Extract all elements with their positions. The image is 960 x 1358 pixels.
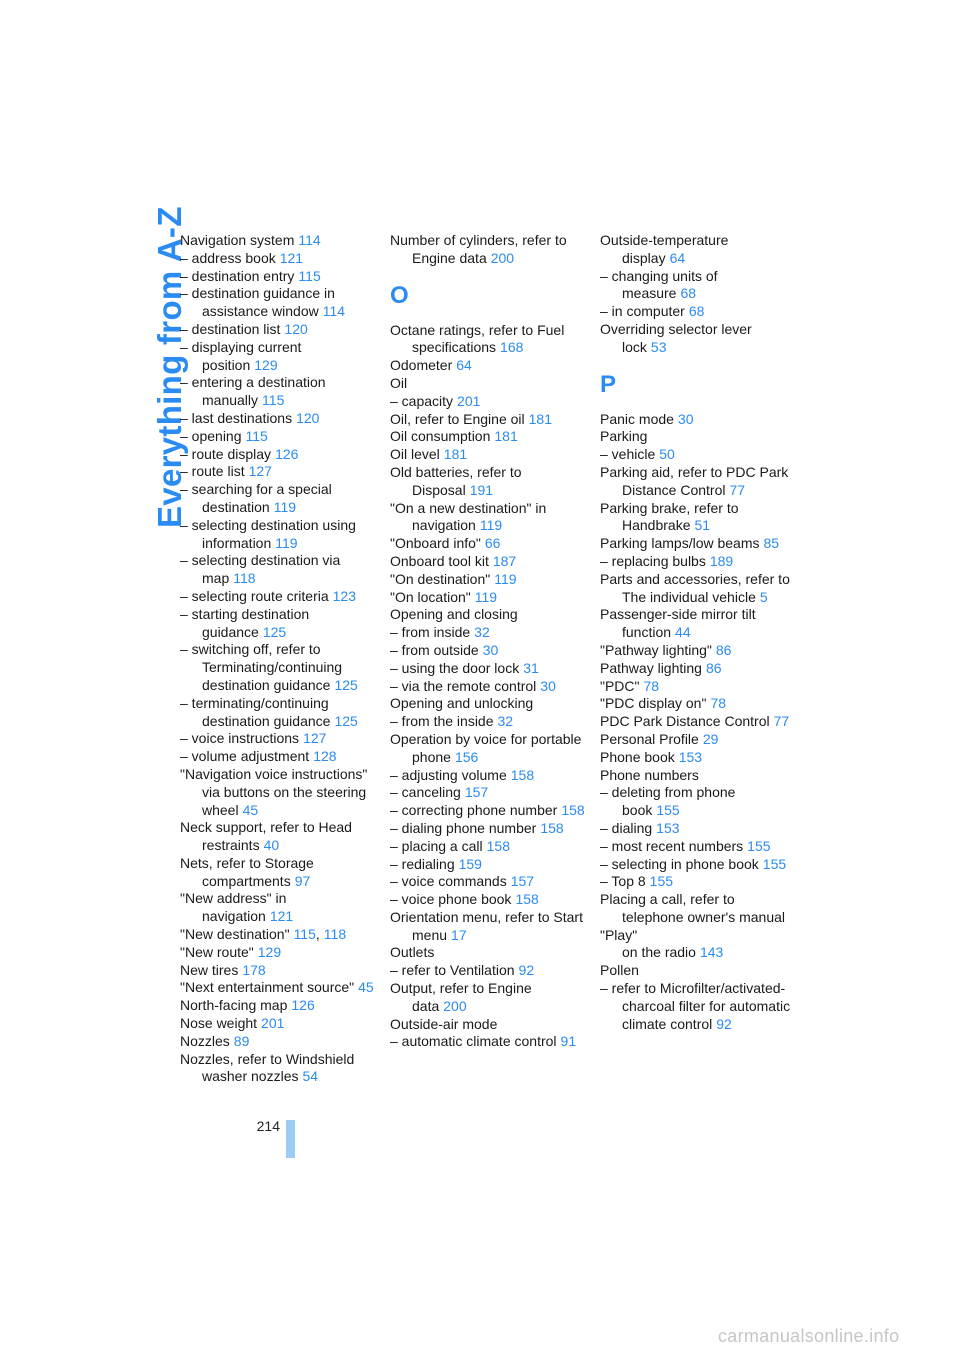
page-link[interactable]: 64: [456, 357, 472, 374]
page-link[interactable]: 129: [257, 943, 282, 960]
index-entry: [180, 552, 375, 588]
index-entry: [390, 660, 585, 678]
index-entry: [600, 464, 795, 500]
index-entry: [600, 500, 795, 536]
index-entry: [180, 588, 375, 606]
page-link[interactable]: 92: [716, 1015, 732, 1032]
index-entry-text: "Navigation voice instructions" via buttons on the steering wheel: [180, 765, 368, 818]
index-entry: [600, 232, 795, 268]
index-entry: [390, 393, 585, 411]
index-entry: [390, 1016, 585, 1034]
index-entry-text: – destination entry: [180, 267, 295, 284]
index-entry-text: Parking lamps/low beams: [600, 535, 760, 552]
page-link[interactable]: 114: [322, 303, 346, 320]
index-entry-text: Output, refer to Engine data: [390, 980, 532, 1014]
index-entry-text: – selecting in phone book: [600, 855, 759, 872]
index-entry-text: Nets, refer to Storage compartments: [180, 854, 314, 889]
watermark: carmanualsonline.info: [718, 1326, 900, 1346]
index-entry-text: – redialing: [390, 855, 455, 872]
section-side-title: [110, 206, 188, 528]
index-entry: [600, 678, 795, 696]
index-entry-text: – automatic climate control: [390, 1033, 557, 1050]
page-link[interactable]: 78: [643, 677, 660, 694]
page-link[interactable]: 120: [296, 409, 320, 426]
index-entry-text: – from outside: [390, 641, 479, 658]
page-link[interactable]: 121: [279, 249, 304, 266]
page-link[interactable]: 181: [494, 428, 518, 445]
index-entry: [600, 873, 795, 891]
index-entry: [600, 642, 795, 660]
index-entry-text: Neck support, refer to Head restraints: [180, 819, 352, 854]
index-column-3: [600, 232, 795, 1033]
index-entry-text: – using the door lock: [390, 659, 520, 676]
index-entry: [390, 606, 585, 624]
page-link[interactable]: 157: [510, 873, 535, 890]
page-link[interactable]: 119: [479, 517, 503, 534]
index-entry: [600, 535, 795, 553]
page-link[interactable]: 187: [492, 552, 517, 569]
page-link[interactable]: 86: [705, 659, 722, 676]
index-letter-heading: O: [390, 281, 409, 309]
page-link[interactable]: 127: [248, 463, 272, 480]
index-entry: [180, 766, 375, 819]
index-entry: [180, 446, 375, 464]
index-entry: [390, 820, 585, 838]
index-entry-text: – terminating/continuing destination guidance: [180, 694, 331, 729]
page-link[interactable]: 97: [294, 872, 311, 889]
page-link[interactable]: 118: [233, 570, 256, 587]
index-entry: [180, 428, 375, 446]
index-entry-text: – selecting destination using information: [180, 516, 356, 551]
page-link[interactable]: 189: [709, 552, 734, 569]
index-entry-text: "On destination": [390, 570, 491, 587]
page-link[interactable]: 153: [656, 819, 680, 836]
index-entry: [390, 232, 585, 268]
index-entry: [180, 374, 375, 410]
page-link[interactable]: 31: [523, 659, 539, 676]
index-entry: [390, 784, 585, 802]
index-entry-text: Parking aid, refer to PDC Park Distance Control: [600, 463, 789, 498]
index-entry: [180, 926, 375, 944]
index-entry: [180, 268, 375, 286]
index-entry-text: Overriding selector lever lock: [600, 320, 752, 355]
index-entry: [600, 891, 795, 927]
page-link[interactable]: 120: [284, 320, 308, 337]
index-entry: [390, 891, 585, 909]
index-entry: [180, 979, 375, 997]
index-entry: [180, 819, 375, 855]
index-entry-text: – selecting destination via map: [180, 552, 341, 587]
index-entry-text: – voice phone book: [390, 891, 512, 908]
index-entry-text: Navigation system: [180, 232, 295, 248]
page-number: 214: [256, 1118, 280, 1134]
index-entry: [180, 232, 375, 250]
index-entry: [390, 944, 585, 962]
index-entry: [180, 748, 375, 766]
index-entry: [390, 428, 585, 446]
index-entry-text: – refer to Microfilter/activated-charcoal filter for automatic climate control: [600, 980, 791, 1032]
page-link[interactable]: 29: [702, 730, 719, 747]
index-entry: [390, 1033, 585, 1051]
index-entry-text: – searching for a special destination: [180, 481, 332, 515]
index-entry-text: North-facing map: [180, 997, 288, 1014]
index-entry-text: "PDC": [600, 677, 640, 694]
index-entry-text: – refer to Ventilation: [390, 962, 515, 979]
index-entry: [600, 838, 795, 856]
page-link[interactable]: 200: [443, 997, 467, 1014]
index-entry: [390, 678, 585, 696]
index-entry: [390, 642, 585, 660]
index-entry: [180, 339, 375, 375]
index-entry: [390, 411, 585, 429]
index-entry: [390, 873, 585, 891]
page-link[interactable]: 200: [490, 249, 515, 266]
index-entry: [600, 784, 795, 820]
index-entry-text: "Play": [600, 926, 638, 943]
index-entry-text: – Top 8: [600, 873, 646, 890]
index-column-1: [180, 232, 375, 1086]
page-link[interactable]: 168: [500, 339, 524, 356]
index-entry-text: Phone numbers: [600, 766, 699, 783]
index-entry: [600, 962, 795, 980]
index-entry: [390, 980, 585, 1016]
page-link[interactable]: 54: [302, 1068, 319, 1085]
page-link[interactable]: 51: [694, 517, 711, 534]
index-entry: [180, 481, 375, 517]
index-entry-text: Parking: [600, 428, 648, 445]
index-entry: [600, 446, 795, 464]
page-link[interactable]: 158: [510, 766, 535, 783]
index-entry: [600, 321, 795, 357]
index-entry-text: "PDC display on": [600, 695, 707, 712]
index-entry: [600, 980, 795, 1033]
page-link[interactable]: 201: [261, 1015, 285, 1032]
index-entry: [180, 855, 375, 891]
page-link[interactable]: 125: [334, 712, 358, 729]
index-entry-text: – vehicle: [600, 446, 656, 463]
index-entry: [390, 571, 585, 589]
page-link[interactable]: 128: [313, 748, 337, 765]
page-link[interactable]: 181: [528, 410, 552, 427]
page-link[interactable]: 115: [262, 392, 285, 409]
index-entry-text: Oil, refer to Engine oil: [390, 410, 525, 427]
page-link[interactable]: 123: [332, 587, 356, 604]
index-entry-text: Placing a call, refer to telephone owner's manual: [600, 891, 786, 925]
page-link[interactable]: 32: [474, 624, 490, 641]
page-link[interactable]: 153: [678, 748, 703, 765]
index-entry: [180, 730, 375, 748]
page-link[interactable]: 126: [291, 997, 315, 1014]
index-entry: [180, 890, 375, 926]
index-entry-text: "New address" in navigation: [180, 890, 287, 925]
index-entry: [600, 731, 795, 749]
page-link[interactable]: 143: [699, 944, 724, 961]
index-entry: [600, 944, 795, 962]
index-entry: [600, 767, 795, 785]
page-link[interactable]: 115: [245, 427, 268, 444]
index-entry: [390, 553, 585, 571]
index-entry: [180, 285, 375, 321]
index-entry-text: – correcting phone number: [390, 802, 558, 819]
page-link[interactable]: 68: [688, 303, 705, 320]
page-link[interactable]: 78: [710, 695, 727, 712]
index-entry: [390, 375, 585, 393]
page-link[interactable]: 66: [484, 535, 501, 552]
index-entry: [600, 268, 795, 304]
index-column-2: [390, 232, 585, 1051]
page-link[interactable]: 121: [269, 908, 294, 925]
page-link[interactable]: 125: [262, 623, 287, 640]
index-entry: [600, 820, 795, 838]
page-link[interactable]: 50: [659, 446, 675, 463]
index-entry: [390, 838, 585, 856]
index-entry: [180, 962, 375, 980]
index-entry-text: – switching off, refer to Terminating/continuing destination guidance: [180, 641, 343, 693]
index-letter-heading: P: [600, 370, 617, 398]
page-link[interactable]: 40: [263, 837, 280, 854]
page-link[interactable]: 30: [677, 410, 694, 427]
index-entry: [180, 1015, 375, 1033]
index-entry-text: – displaying current position: [180, 338, 302, 373]
page-link[interactable]: 129: [254, 356, 278, 373]
index-entry-text: – voice instructions: [180, 730, 300, 747]
page-number-bar: [286, 1120, 295, 1158]
index-entry-text: Passenger-side mirror tilt function: [600, 606, 756, 641]
index-entry: [390, 357, 585, 375]
index-entry: [180, 321, 375, 339]
index-entry: [600, 660, 795, 678]
page-link[interactable]: 30: [540, 677, 556, 694]
index-entry: [600, 749, 795, 767]
index-entry-text: – voice commands: [390, 873, 507, 890]
index-entry-text: Outside-temperature display: [600, 232, 729, 266]
index-entry-text: Parking brake, refer to Handbrake: [600, 499, 739, 534]
index-entry-text: – volume adjustment: [180, 748, 310, 765]
page-link[interactable]: 77: [773, 713, 790, 730]
index-entry-text: Outlets: [390, 944, 435, 961]
page-link[interactable]: 181: [443, 446, 468, 463]
page-separator: ,: [315, 926, 320, 943]
page-link[interactable]: 155: [649, 873, 674, 890]
index-entry: [600, 571, 795, 607]
index-entry-text: Parts and accessories, refer to The individual vehicle: [600, 570, 790, 605]
index-entry-text: – opening: [180, 427, 242, 444]
page-link[interactable]: 155: [656, 802, 680, 819]
page-link[interactable]: 127: [303, 730, 327, 747]
page-link[interactable]: 158: [486, 837, 510, 854]
index-entry: [390, 731, 585, 767]
index-entry: [600, 927, 795, 945]
index-entry-text: – selecting route criteria: [180, 587, 329, 604]
index-entry: [180, 463, 375, 481]
index-entry: [390, 962, 585, 980]
index-entry: [390, 464, 585, 500]
index-entry-text: Operation by voice for portable phone: [390, 730, 582, 765]
page-link[interactable]: 158: [515, 891, 539, 908]
page-link[interactable]: 126: [275, 445, 299, 462]
page-link[interactable]: 64: [669, 249, 686, 266]
index-entry: [390, 589, 585, 607]
index-entry-text: – dialing phone number: [390, 819, 537, 836]
page-link[interactable]: 115: [293, 926, 316, 943]
index-entry-text: Old batteries, refer to Disposal: [390, 463, 522, 498]
index-entry-text: – entering a destination manually: [180, 374, 326, 409]
index-entry: [390, 802, 585, 820]
index-entry: [390, 713, 585, 731]
index-entry-text: – replacing bulbs: [600, 552, 706, 569]
index-entry: [390, 767, 585, 785]
index-entry-text: "On a new destination" in navigation: [390, 499, 547, 534]
index-entry: [390, 909, 585, 945]
index-entry: [180, 1051, 375, 1087]
page-link[interactable]: 119: [474, 588, 498, 605]
index-entry-text: – canceling: [390, 784, 461, 801]
index-entry-text: – from the inside: [390, 713, 494, 730]
index-entry-text: Oil: [390, 374, 408, 391]
index-entry-text: PDC Park Distance Control: [600, 713, 770, 730]
index-entry-text: – adjusting volume: [390, 766, 507, 783]
index-entry-text: – destination guidance in assistance window: [180, 285, 335, 320]
index-entry-text: Octane ratings, refer to Fuel specifications: [390, 321, 565, 356]
page-link[interactable]: 125: [334, 676, 358, 693]
index-entry: [600, 303, 795, 321]
index-entry-text: – address book: [180, 249, 276, 266]
page-link[interactable]: 158: [561, 802, 585, 819]
index-entry: [390, 446, 585, 464]
page-link[interactable]: 17: [451, 926, 467, 943]
index-entry: [180, 997, 375, 1015]
index-entry-text: Oil level: [390, 446, 440, 463]
index-entry: [180, 517, 375, 553]
index-entry: [180, 1033, 375, 1051]
page-link[interactable]: 118: [323, 926, 347, 943]
index-entry-text: – dialing: [600, 819, 653, 836]
index-entry-text: on the radio: [622, 944, 696, 961]
page-link[interactable]: 155: [747, 837, 771, 854]
index-entry-text: – route display: [180, 445, 272, 462]
page-link[interactable]: 32: [497, 713, 514, 730]
index-entry-text: "Pathway lighting": [600, 641, 712, 658]
page-link[interactable]: 77: [729, 481, 746, 498]
index-entry-text: Pathway lighting: [600, 659, 702, 676]
section-title-text: Everything from A-Z: [151, 206, 188, 528]
page-link[interactable]: 114: [298, 232, 321, 248]
page-link[interactable]: 158: [540, 819, 564, 836]
index-entry-text: Outside-air mode: [390, 1015, 498, 1032]
index-entry-text: – capacity: [390, 392, 454, 409]
index-entry-text: – deleting from phone book: [600, 784, 736, 819]
index-entry: [390, 695, 585, 713]
index-entry: [600, 695, 795, 713]
page-link[interactable]: 156: [454, 748, 479, 765]
index-entry-text: "On location": [390, 588, 471, 605]
index-entry-text: – from inside: [390, 624, 471, 641]
index-entry: [390, 856, 585, 874]
index-entry-text: – in computer: [600, 303, 685, 320]
page-link[interactable]: 91: [560, 1033, 577, 1050]
index-entry-text: Pollen: [600, 962, 639, 979]
page-link[interactable]: 45: [242, 801, 259, 818]
page-link[interactable]: 53: [650, 338, 667, 355]
index-entry: [600, 856, 795, 874]
page-link[interactable]: 68: [680, 285, 697, 302]
index-entry-text: – placing a call: [390, 837, 483, 854]
page-link[interactable]: 89: [233, 1032, 250, 1049]
index-entry-text: Oil consumption: [390, 428, 491, 445]
page-link[interactable]: 119: [273, 498, 297, 515]
index-entry: [600, 411, 795, 429]
index-entry-text: Phone book: [600, 748, 675, 765]
index-entry: [180, 944, 375, 962]
index-entry: [390, 624, 585, 642]
index-entry: [180, 641, 375, 694]
index-entry-text: Panic mode: [600, 410, 674, 427]
index-entry: [390, 322, 585, 358]
page-link[interactable]: 92: [518, 962, 535, 979]
page-link[interactable]: 155: [762, 855, 787, 872]
index-entry-text: – changing units of measure: [600, 267, 718, 302]
index-entry: [390, 500, 585, 536]
index-entry-text: Orientation menu, refer to Start menu: [390, 908, 583, 943]
page-link[interactable]: 30: [482, 641, 499, 658]
page-link[interactable]: 44: [675, 624, 691, 641]
index-entry: [180, 606, 375, 642]
index-entry-text: Personal Profile: [600, 730, 699, 747]
index-entry-text: Opening and unlocking: [390, 695, 534, 712]
page-link[interactable]: 157: [464, 784, 489, 801]
page-link[interactable]: 85: [763, 535, 780, 552]
index-entry-text: Nozzles, refer to Windshield washer nozzles: [180, 1050, 355, 1085]
page-link[interactable]: 201: [457, 392, 481, 409]
page-link[interactable]: 119: [494, 570, 517, 587]
index-entry-text: "New destination": [180, 926, 290, 943]
page-link[interactable]: 119: [275, 534, 298, 551]
page-link[interactable]: 159: [458, 855, 482, 872]
index-entry-text: – route list: [180, 463, 245, 480]
page-link[interactable]: 86: [715, 641, 732, 658]
index-entry-text: "Next entertainment source": [180, 979, 355, 996]
index-entry-text: – starting destination guidance: [180, 605, 310, 640]
index-entry-text: Nozzles: [180, 1032, 230, 1049]
index-entry: [600, 553, 795, 571]
index-entry-text: Opening and closing: [390, 606, 518, 623]
index-entry-text: "New route": [180, 943, 254, 960]
index-entry: [180, 695, 375, 731]
index-entry-text: Number of cylinders, refer to Engine data: [390, 232, 567, 266]
index-entry: [600, 428, 795, 446]
index-entry: [600, 606, 795, 642]
index-entry-text: "Onboard info": [390, 535, 481, 552]
page-link[interactable]: 178: [242, 961, 266, 978]
index-entry-text: Onboard tool kit: [390, 552, 489, 569]
index-entry: [390, 535, 585, 553]
index-entry: [180, 410, 375, 428]
page-link[interactable]: 5: [759, 588, 768, 605]
index-entry: [180, 250, 375, 268]
index-entry: [600, 713, 795, 731]
index-entry-text: – most recent numbers: [600, 837, 744, 854]
page-link[interactable]: 191: [469, 481, 494, 498]
index-entry-text: – via the remote control: [390, 677, 537, 694]
index-entry-text: Nose weight: [180, 1015, 258, 1032]
index-entry-text: – destination list: [180, 320, 281, 337]
index-entry-text: Odometer: [390, 357, 453, 374]
page-link[interactable]: 45: [358, 979, 374, 996]
index-entry-text: New tires: [180, 961, 239, 978]
page-link[interactable]: 115: [298, 267, 321, 284]
index-entry-text: – last destinations: [180, 409, 293, 426]
